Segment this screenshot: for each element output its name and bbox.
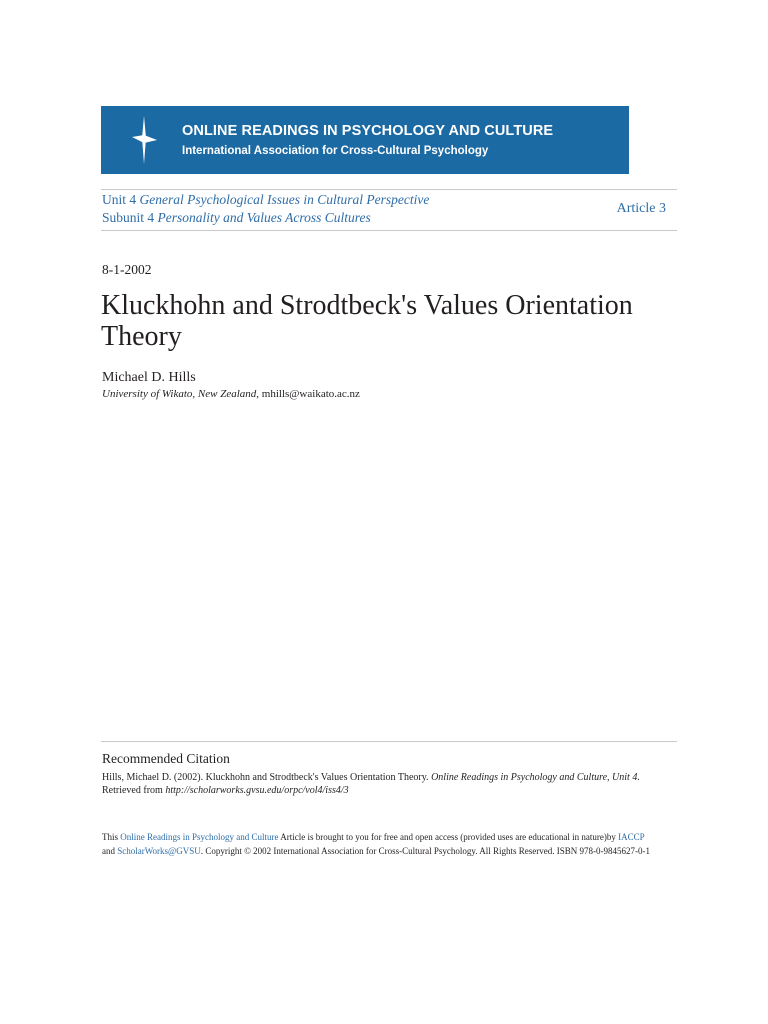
series-divider bbox=[101, 230, 677, 231]
rights-part3: and bbox=[102, 845, 115, 856]
retrieved-prefix: Retrieved from bbox=[102, 785, 163, 796]
subunit-title: Personality and Values Across Cultures bbox=[157, 210, 371, 225]
rights-statement bbox=[102, 831, 682, 858]
article-number-link[interactable]: Article 3 bbox=[616, 201, 666, 216]
unit-title: General Psychological Issues in Cultural Perspective bbox=[139, 192, 430, 207]
scholarworks-link[interactable]: ScholarWorks@GVSU bbox=[117, 845, 201, 856]
citation-divider bbox=[101, 741, 677, 742]
unit-link[interactable] bbox=[102, 192, 429, 208]
author-name: Michael D. Hills bbox=[102, 370, 196, 385]
top-divider bbox=[101, 189, 677, 190]
rights-part4: . Copyright © 2002 International Association for Cross-Cultural Psychology. All Rights Reserved. ISBN 978-0-9845627-0-1 bbox=[200, 845, 651, 856]
author-affiliation bbox=[102, 388, 360, 400]
banner-title: ONLINE READINGS IN PSYCHOLOGY AND CULTURE bbox=[182, 123, 554, 139]
citation-main: Hills, Michael D. (2002). Kluckhohn and Strodtbeck's Values Orientation Theory. bbox=[102, 772, 429, 783]
journal-link[interactable]: Online Readings in Psychology and Culture bbox=[120, 832, 279, 842]
unit-prefix: Unit 4 bbox=[102, 192, 137, 207]
author-email: mhills@waikato.ac.nz bbox=[261, 388, 360, 400]
citation-text bbox=[102, 771, 682, 797]
subunit-link[interactable] bbox=[102, 210, 371, 226]
paper-title: Kluckhohn and Strodtbeck's Values Orientation Theory bbox=[101, 290, 633, 352]
affiliation-separator: , bbox=[256, 388, 260, 400]
affiliation-text: University of Wikato, New Zealand bbox=[102, 388, 257, 400]
citation-journal: Online Readings in Psychology and Culture, Unit 4. bbox=[431, 772, 640, 783]
subunit-prefix: Subunit 4 bbox=[102, 210, 155, 225]
iaccp-link[interactable]: IACCP bbox=[618, 832, 645, 842]
retrieved-url: http://scholarworks.gvsu.edu/orpc/vol4/iss4/3 bbox=[165, 785, 349, 796]
journal-banner bbox=[101, 106, 629, 174]
banner-subtitle: International Association for Cross-Cultural Psychology bbox=[182, 145, 489, 157]
publication-date: 8-1-2002 bbox=[102, 262, 152, 277]
rights-part1: This bbox=[102, 832, 119, 842]
citation-heading: Recommended Citation bbox=[102, 751, 230, 766]
compass-star-icon bbox=[129, 116, 159, 164]
rights-part2: Article is brought to you for free and open access (provided uses are educational in nature)by bbox=[280, 832, 616, 842]
